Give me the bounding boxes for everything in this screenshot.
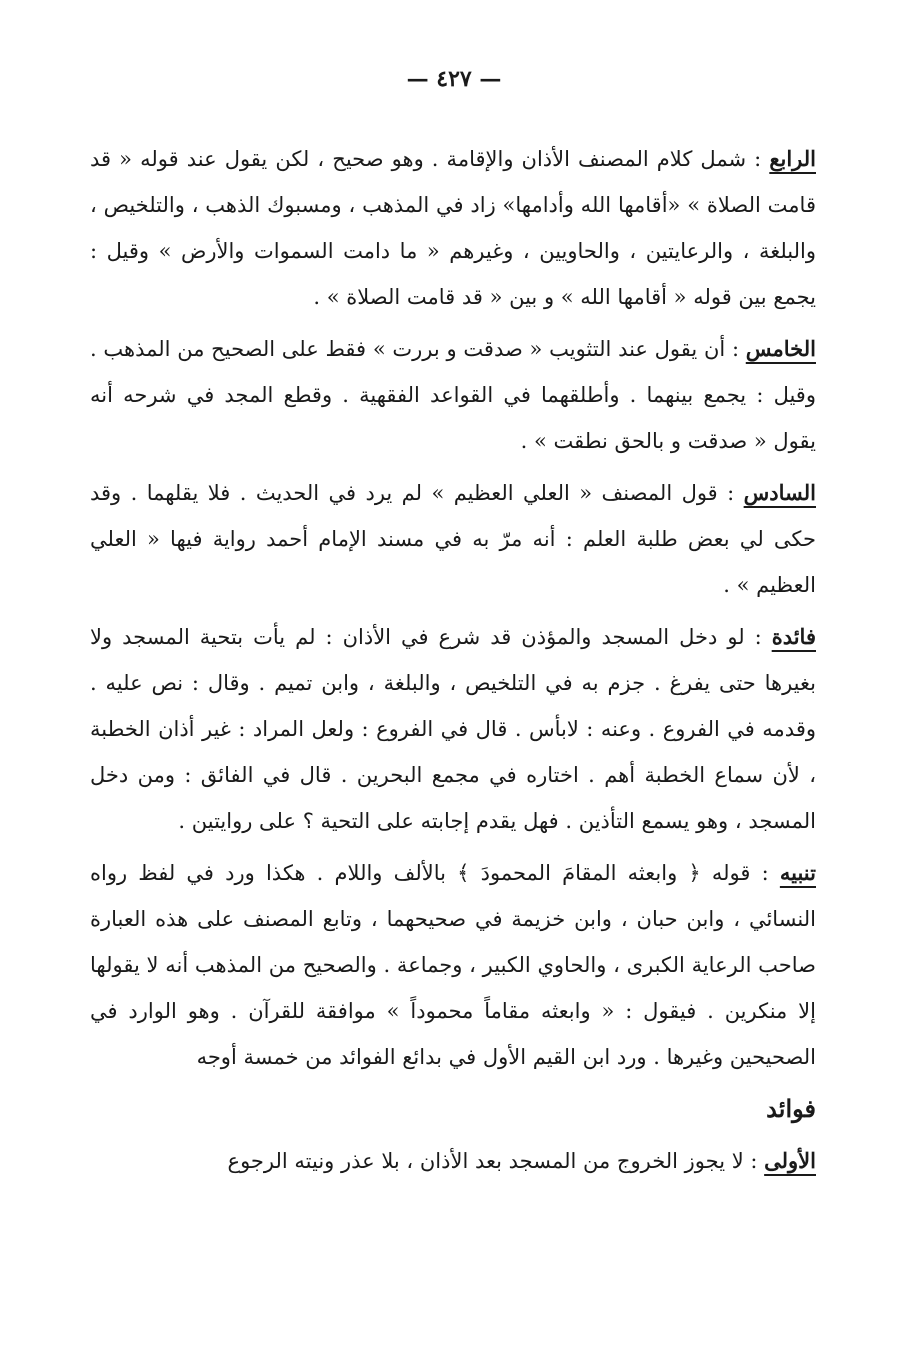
paragraph-text: : لا يجوز الخروج من المسجد بعد الأذان ، بلا عذر ونيته الرجوع [227,1149,758,1173]
paragraph-text: : شمل كلام المصنف الأذان والإقامة . وهو صحيح ، لكن يقول عند قوله « قد قامت الصلاة » «أقامها الله وأدامها» زاد في المذهب ، ومسبوك الذهب ، والتلخيص ، والبلغة ، والرعايتين ، والحاويين ، وغيرهم « ما دامت السموات والأرض » وقيل : يجمع بين قوله « أقامها الله » و بين « قد قامت الصلاة » . [90,147,816,309]
page-body [90,136,816,1190]
paragraph-sixth [90,470,816,608]
paragraph-note [90,850,816,1080]
paragraph-text: : لو دخل المسجد والمؤذن قد شرع في الأذان : لم يأت بتحية المسجد ولا بغيرها حتى يفرغ . جزم به في التلخيص ، والبلغة ، وابن تميم . وقال : نص عليه . وقدمه في الفروع . وعنه : لابأس . قال في الفروع : ولعل المراد : غير أذان الخطبة ، لأن سماع الخطبة أهم . اختاره في مجمع البحرين . قال في الفائق : ومن دخل المسجد ، وهو يسمع التأذين . فهل يقدم إجابته على التحية ؟ على روايتين . [90,625,816,833]
paragraph-text: : أن يقول عند التثويب « صدقت و بررت » فقط على الصحيح من المذهب . وقيل : يجمع بينهما . وأطلقهما في القواعد الفقهية . وقطع المجد في شرحه أنه يقول « صدقت و بالحق نطقت » . [90,337,816,453]
paragraph-fifth [90,326,816,464]
paragraph-heading: فائدة [771,624,816,649]
paragraph-heading: الخامس [745,336,816,361]
paragraph-heading: السادس [743,480,816,505]
paragraph-heading: تنبيه [779,860,816,885]
paragraph-fourth [90,136,816,320]
page-number: — ٤٢٧ — [406,66,502,92]
paragraph-text: : قول المصنف « العلي العظيم » لم يرد في الحديث . فلا يقلهما . وقد حكى لي بعض طلبة العلم : أنه مرّ به في مسند الإمام أحمد رواية فيها « العلي العظيم » . [90,481,816,597]
paragraph-benefit [90,614,816,844]
section-title: فوائد [766,1094,816,1123]
paragraph-heading: الأولى [764,1148,816,1173]
paragraph-heading: الرابع [769,146,816,171]
paragraph-text: : قوله ﴿ وابعثه المقامَ المحمودَ ﴾ بالألف واللام . هكذا ورد في لفظ رواه النسائي ، وابن حبان ، وابن خزيمة في صحيحهما ، وتابع المصنف على هذه العبارة صاحب الرعاية الكبرى ، والحاوي الكبير ، وجماعة . والصحيح من المذهب أنه لا يقولها إلا منكرين . فيقول : « وابعثه مقاماً محموداً » موافقة للقرآن . وهو الوارد في الصحيحين وغيرها . ورد ابن القيم الأول في بدائع الفوائد من خمسة أوجه [90,861,816,1069]
paragraph-first-benefit [90,1138,816,1184]
